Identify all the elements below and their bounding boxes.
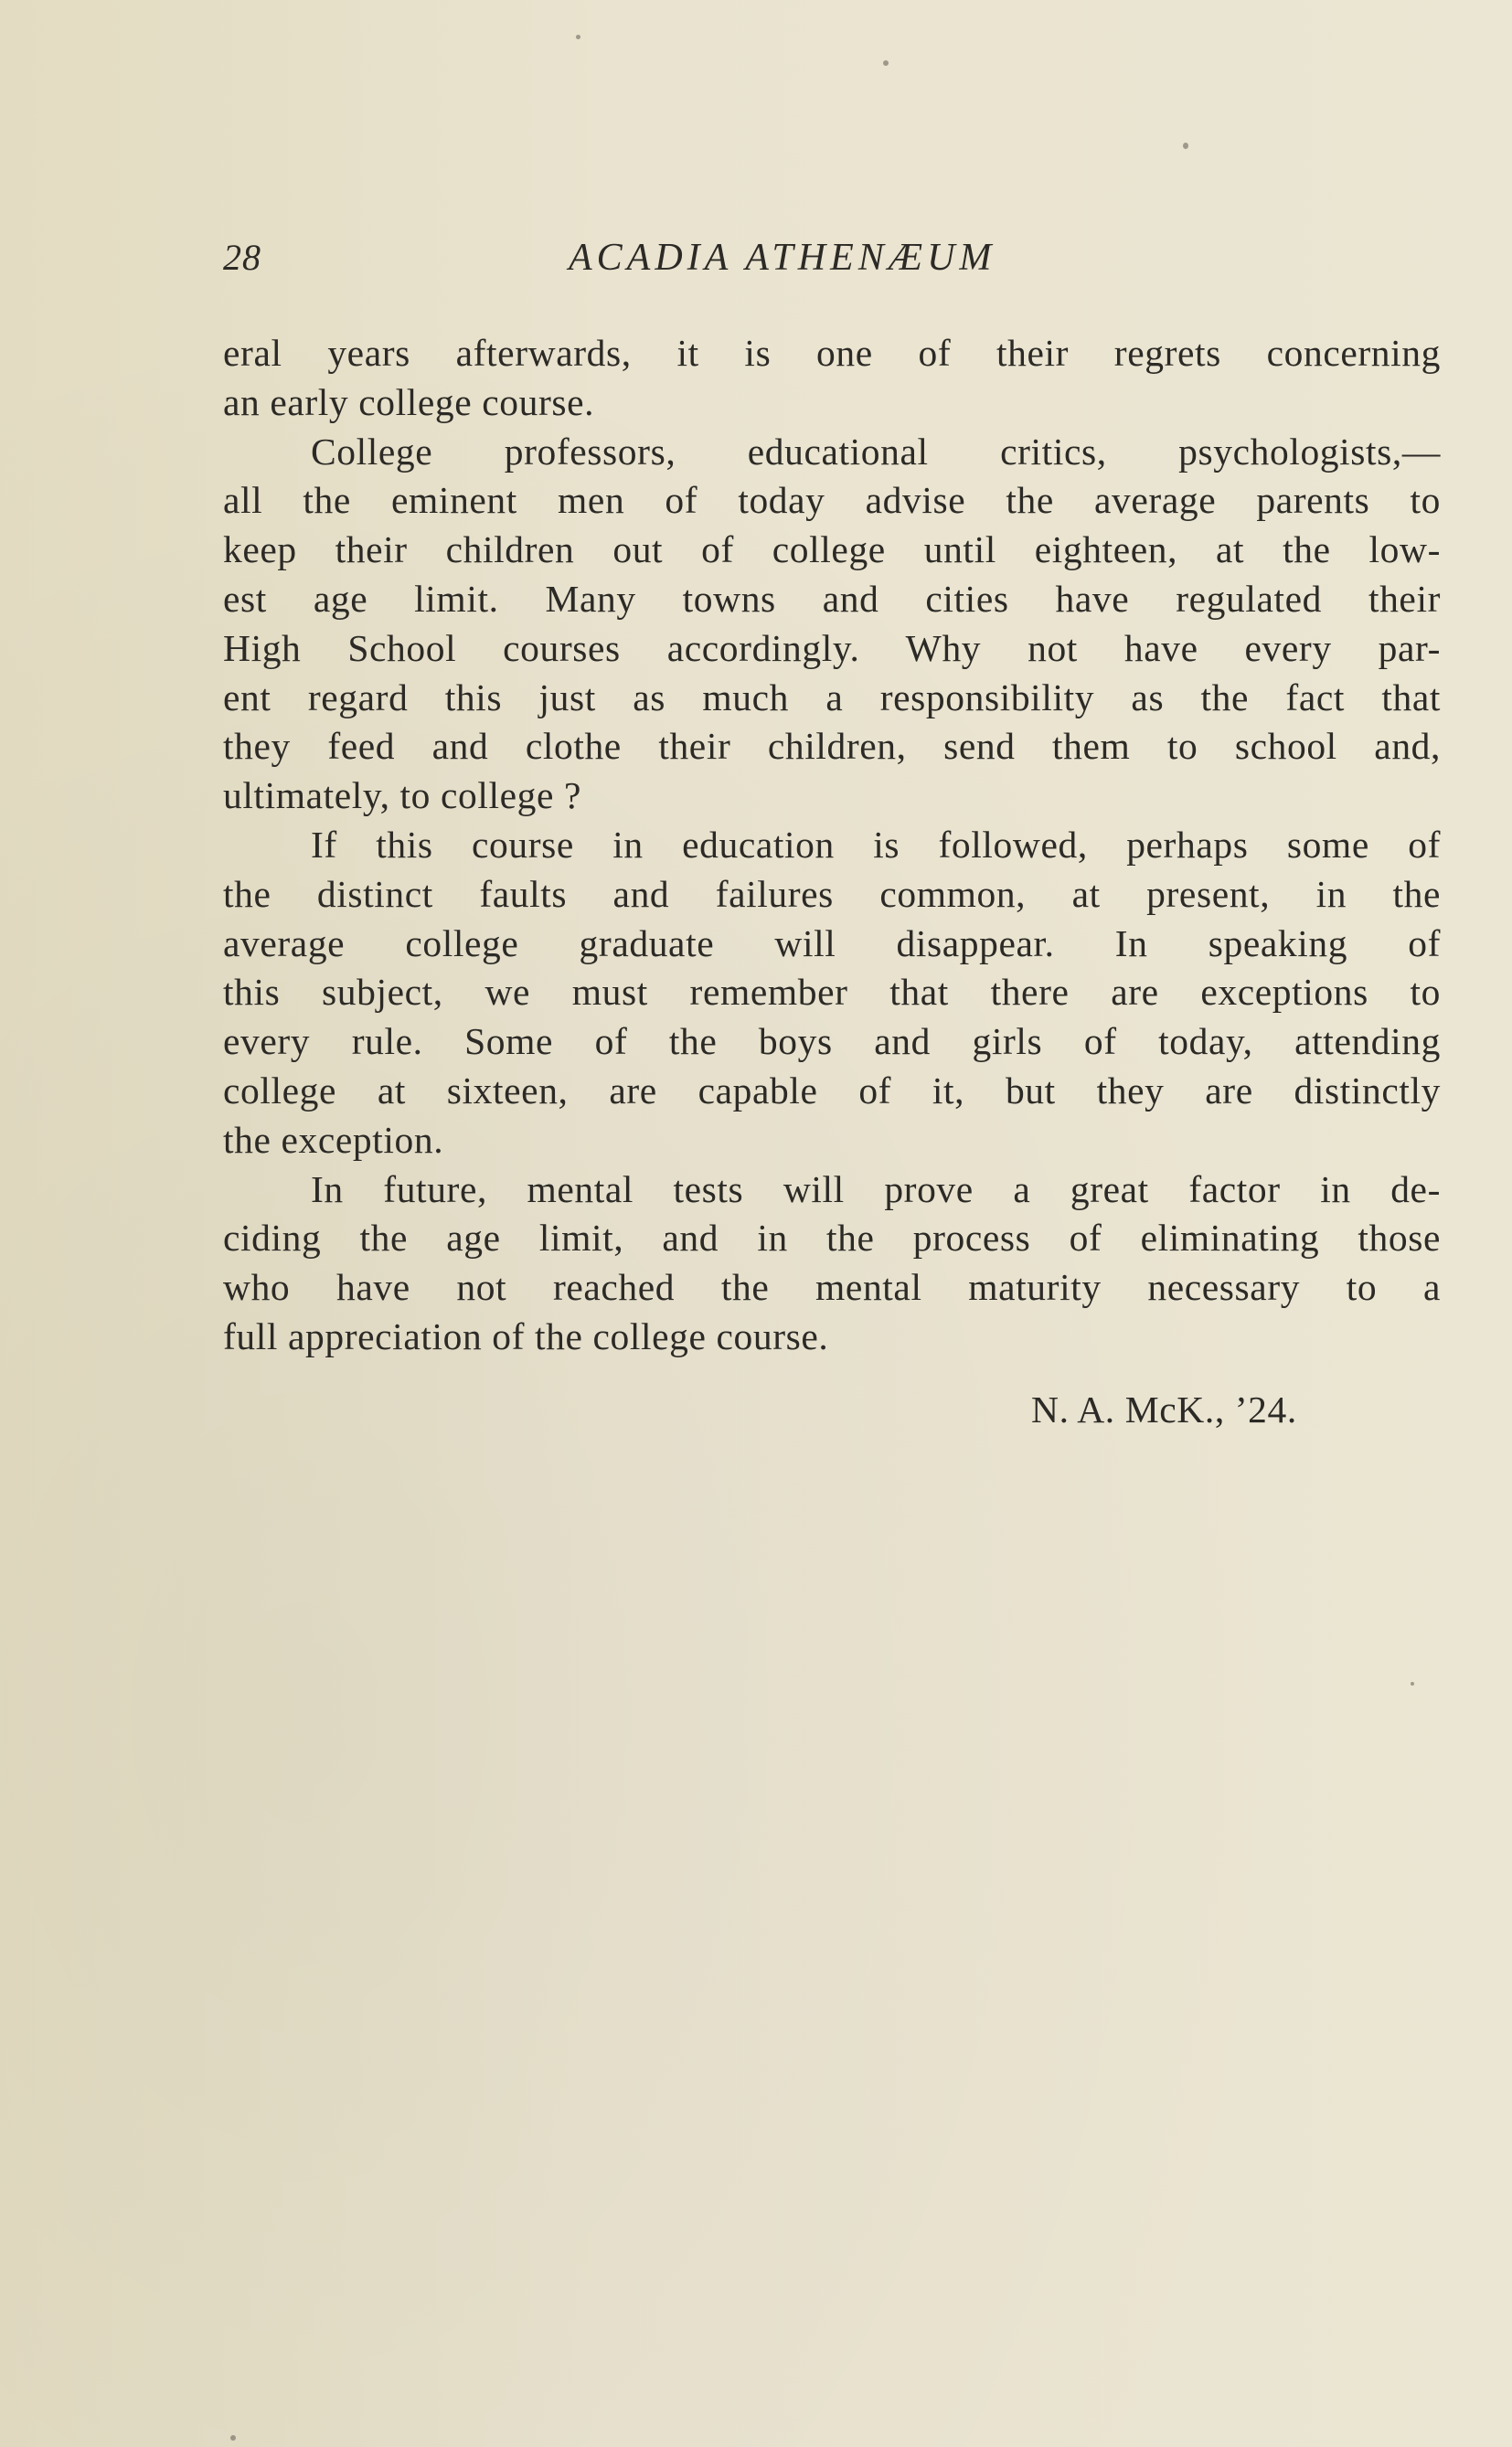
text-line: ent regard this just as much a responsibility as the fact that — [223, 676, 1441, 718]
journal-title: ACADIA ATHENÆUM — [569, 237, 996, 279]
text-line: ciding the age limit, and in the process of eliminating those — [223, 1217, 1441, 1260]
text-line: average college graduate will disappear. In speaking of — [223, 921, 1441, 964]
text-line: they feed and clothe their children, send them to school and, — [223, 725, 1441, 768]
scan-speck — [576, 35, 580, 39]
text-line: the exception. — [223, 1118, 444, 1161]
scan-speck — [883, 60, 889, 66]
text-line: High School courses accordingly. Why not have every par- — [223, 626, 1441, 669]
text-line: this subject, we must remember that there are exceptions to — [223, 971, 1441, 1014]
scan-speck — [1411, 1682, 1414, 1686]
text-line: keep their children out of college until eighteen, at the low- — [223, 528, 1441, 571]
text-line: If this course in education is followed, perhaps some of — [311, 823, 1441, 866]
text-line: est age limit. Many towns and cities have regulated their — [223, 577, 1441, 620]
scan-speck — [230, 2435, 236, 2441]
text-line: full appreciation of the college course. — [223, 1314, 829, 1357]
text-line: eral years afterwards, it is one of their regrets concerning — [223, 332, 1441, 374]
page-number: 28 — [223, 237, 261, 278]
author-signature: N. A. McK., ’24. — [1031, 1388, 1297, 1431]
text-line: In future, mental tests will prove a great factor in de- — [311, 1167, 1441, 1210]
running-head — [223, 236, 1441, 287]
text-line: college at sixteen, are capable of it, but they are distinctly — [223, 1069, 1441, 1112]
text-line: every rule. Some of the boys and girls of today, attending — [223, 1020, 1441, 1063]
text-line: an early college course. — [223, 380, 595, 423]
text-line: all the eminent men of today advise the average parents to — [223, 479, 1441, 522]
text-line: the distinct faults and failures common, at present, in the — [223, 872, 1441, 915]
text-line: College professors, educational critics, psychologists,— — [311, 430, 1441, 473]
text-line: who have not reached the mental maturity necessary to a — [223, 1266, 1441, 1309]
article-body — [223, 329, 1441, 1362]
text-line: ultimately, to college ? — [223, 774, 581, 817]
scan-speck — [1183, 143, 1188, 149]
